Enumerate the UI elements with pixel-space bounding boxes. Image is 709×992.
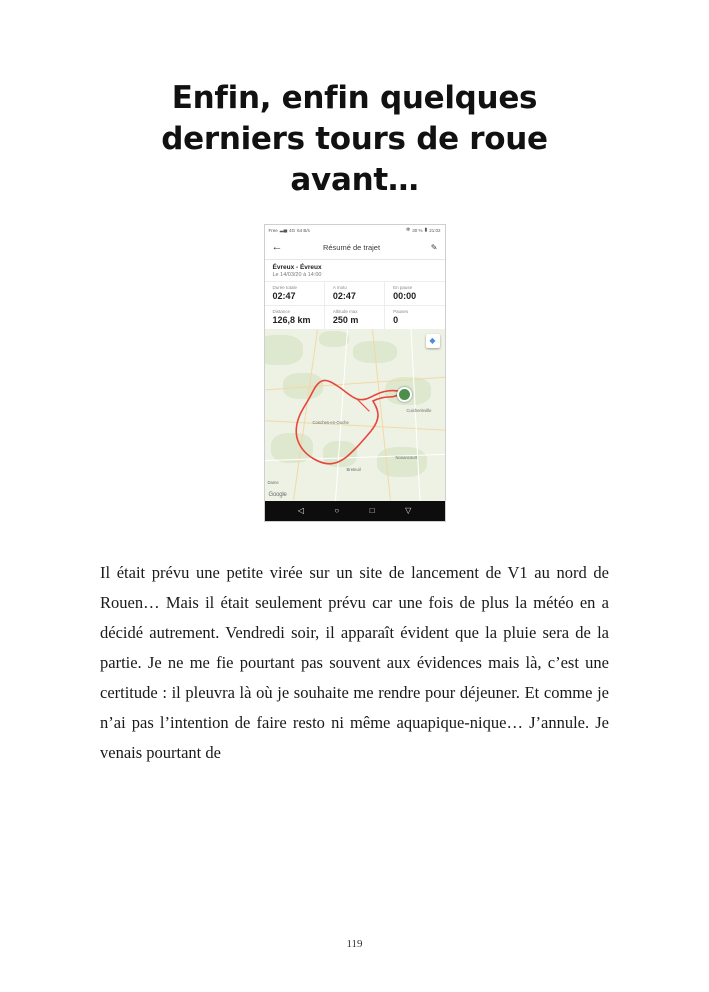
stat-cell xyxy=(265,306,324,329)
app-title: Résumé de trajet xyxy=(322,242,381,252)
google-attribution: Google xyxy=(268,491,287,498)
stat-value: 250 m xyxy=(332,314,359,325)
phone-status-bar xyxy=(265,225,445,236)
stat-label: Pauses xyxy=(393,308,409,314)
stat-label: A moto xyxy=(332,284,347,290)
map-label: Nonancourt xyxy=(395,454,418,460)
clock-label: 21:02 xyxy=(429,227,441,233)
map-label: Cuicherinville xyxy=(406,407,432,413)
stat-cell xyxy=(384,282,444,305)
stat-value: 126,8 km xyxy=(272,314,311,325)
arrow-left-icon[interactable]: ← xyxy=(271,240,283,253)
battery-percent-label: 30 % xyxy=(412,227,423,233)
square-recents-icon[interactable]: □ xyxy=(369,505,375,515)
stat-label: Durée totale xyxy=(272,284,298,290)
map-view[interactable] xyxy=(265,329,445,501)
route-polyline xyxy=(265,329,445,501)
trip-name: Évreux - Évreux xyxy=(272,263,322,271)
bluetooth-icon: ✻ xyxy=(406,226,411,233)
phone-nav-bar xyxy=(265,501,445,521)
stat-label: En pause xyxy=(393,284,413,290)
stats-row-2 xyxy=(265,305,445,329)
phone-screenshot-figure xyxy=(264,224,446,522)
stat-value: 02:47 xyxy=(332,290,356,301)
trip-date: Le 14/03/20 à 14:00 xyxy=(272,271,322,278)
stat-value: 00:00 xyxy=(393,290,417,301)
page-number: 119 xyxy=(346,938,363,950)
edit-icon[interactable]: ✎ xyxy=(430,242,438,252)
circle-home-icon[interactable]: ○ xyxy=(334,505,340,515)
stat-value: 02:47 xyxy=(272,290,296,301)
map-label: Breteuil xyxy=(346,466,361,472)
stat-cell xyxy=(324,282,384,305)
stat-cell xyxy=(265,282,324,305)
keyboard-hide-icon[interactable]: ▽ xyxy=(405,505,412,515)
stat-cell xyxy=(384,306,444,329)
stats-row-1 xyxy=(265,281,445,305)
stat-cell xyxy=(324,306,384,329)
carrier-label: Free xyxy=(268,227,278,233)
layers-icon[interactable]: ◆ xyxy=(426,334,440,348)
network-label: 4G xyxy=(289,227,296,233)
location-marker-icon xyxy=(397,387,412,402)
triangle-back-icon[interactable]: ◁ xyxy=(297,505,304,515)
signal-icon: ▂▄ xyxy=(279,226,288,233)
stat-value: 0 xyxy=(393,314,399,325)
stat-label: Distance xyxy=(272,308,291,314)
battery-icon: ▮ xyxy=(424,226,428,233)
phone-frame xyxy=(264,224,446,522)
body-paragraph: Il était prévu une petite virée sur un site de lancement de V1 au nord de Rouen… Mais il était seulement prévu car une fois de plus la météo en a décidé autrement. Vendredi soir, il apparaît évident que la pluie sera de la partie. Je ne me fie pourtant pas souvent aux évidences mais là, c’est une certitude : il pleuvra là où je souhaite me rendre pour déjeuner. Et comme je n’ai pas l’intention de faire resto ni même aquapique-nique… J’annule. Je venais pourtant de xyxy=(100,562,609,762)
data-rate-label: 64 B/s xyxy=(297,227,310,233)
stat-label: Altitude max xyxy=(332,308,358,314)
trip-header xyxy=(265,260,445,281)
phone-app-bar xyxy=(265,236,445,260)
map-label: Conches-en-Ouche xyxy=(312,419,349,425)
map-label: Dame xyxy=(267,479,279,485)
page-title: Enfin, enfin quelques derniers tours de roue avant… xyxy=(161,80,548,199)
